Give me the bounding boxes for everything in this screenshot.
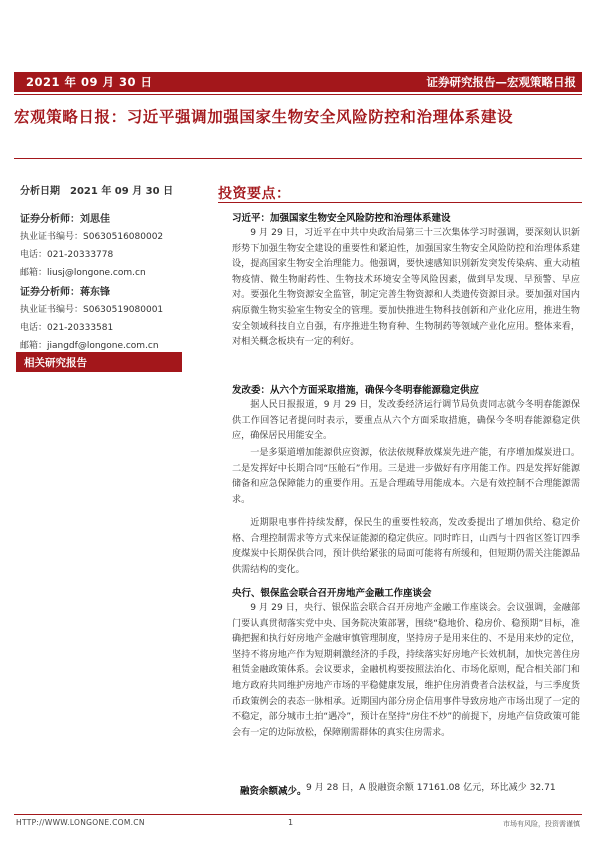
report-series: 证券研究报告—宏观策略日报 — [426, 75, 576, 89]
analyst-1-phone: 电话：021-20333778 — [20, 250, 114, 260]
section-3-title: 央行、银保监会联合召开房地产金融工作座谈会 — [232, 588, 432, 599]
analyst-1-name: 证券分析师：刘思佳 — [20, 214, 110, 225]
section-1-paragraph: 9 月 29 日，习近平在中共中央政治局第三十三次集体学习时强调，要深刻认识新形势下加强生物安全建设的重要性和紧迫性，加强国家生物安全风险防控和治理体系建设，提高国家生物安全治理能力。他强调，要快速感知识别新发突发传染病、重大动植物疫情、微生物耐药性、生物技术环境安全等风险因素，做到早发现、早预警、早应对。要强化生物资源安全监管，制定完善生物资源和人类遗传资源目录。要加强对国内病原微生物实验室生物安全的管理。要加快推进生物科技创新和产业化应用，推进生物安全领域科技自立自强，有序推进生物育种、生物制药等领域产业化应用。整体来看，对相关概念板块有一定的利好。 — [232, 228, 580, 348]
header-divider — [14, 94, 582, 95]
section-2-paragraph-1: 据人民日报报道，9 月 29 日，发改委经济运行调节局负责同志就今冬明春能源保供工作回答记者提问时表示，要重点从六个方面采取措施，确保今冬明春能源稳定供应，确保居民用能安全。 — [232, 400, 580, 442]
related-reports-label: 相关研究报告 — [16, 352, 182, 372]
section-2-title: 发改委：从六个方面采取措施，确保今冬明春能源稳定供应 — [232, 385, 480, 396]
analyst-2-phone: 电话：021-20333581 — [20, 323, 114, 333]
analyst-1-license: 执业证书编号：S0630516080002 — [20, 232, 164, 242]
section-2-paragraph-2: 一是多渠道增加能源供应资源，依法依规释放煤炭先进产能，有序增加煤炭进口。二是发挥好中长期合同“压舱石”作用。三是进一步做好有序用能工作。四是发挥好能源储备和应急保障能力的重要作用。五是合理疏导用能成本。六是有效控制不合理能源需求。 — [232, 448, 580, 505]
key-points-divider — [218, 202, 582, 203]
title-divider — [14, 158, 582, 159]
analyst-1-email[interactable]: 邮箱：liusj@longone.com.cn — [20, 268, 146, 278]
analyst-2-name: 证券分析师：蒋东锋 — [20, 287, 110, 298]
section-2-paragraph-3: 近期限电事件持续发酵，保民生的重要性较高，发改委提出了增加供给、稳定价格、合理控制需求等方式来保证能源的稳定供应。同时昨日，山西与十四省区签订四季度煤炭中长期保供合同，预计供给紧张的局面可能将有所缓和，但短期仍需关注能源品供需结构的变化。 — [232, 518, 580, 575]
page-title: 宏观策略日报：习近平强调加强国家生物安全风险防控和治理体系建设 — [14, 108, 514, 126]
footer-url[interactable]: HTTP://WWW.LONGONE.COM.CN — [16, 818, 145, 827]
risk-note: 市场有风险，投资需谨慎 — [503, 820, 580, 828]
report-date: 2021 年 09 月 30 日 — [26, 75, 153, 89]
key-points-heading: 投资要点： — [218, 186, 291, 202]
section-1-title: 习近平：加强国家生物安全风险防控和治理体系建设 — [232, 213, 451, 224]
section-4-paragraph: 9 月 28 日，A 股融资余额 17161.08 亿元，环比减少 32.71 — [306, 783, 556, 793]
analyst-2-email[interactable]: 邮箱：jiangdf@longone.com.cn — [20, 341, 159, 351]
page-number: 1 — [288, 818, 294, 827]
section-4-title: 融资余额减少。 — [240, 786, 307, 797]
footer-divider — [14, 814, 582, 815]
analysis-date: 分析日期 2021 年 09 月 30 日 — [20, 186, 174, 197]
section-3-paragraph: 9 月 29 日，央行、银保监会联合召开房地产金融工作座谈会。会议强调，金融部门要认真贯彻落实党中央、国务院决策部署，围绕“稳地价、稳房价、稳预期”目标，准确把握和执行好房地产金融审慎管理制度，坚持房子是用来住的、不是用来炒的定位，坚持不将房地产作为短期刺激经济的手段，持续落实好房地产长效机制，加快完善住房租赁金融政策体系。会议要求，金融机构要按照法治化、市场化原则，配合相关部门和地方政府共同维护房地产市场的平稳健康发展，维护住房消费者合法权益，与三季度货币政策例会的表态一脉相承。近期国内部分房企信用事件导致房地产市场出现了一定的不稳定，部分城市土拍“遇冷”，预计在坚持“房住不炒”的前提下，房地产信贷政策可能会有一定的边际放松，保障刚需群体的真实住房需求。 — [232, 603, 580, 738]
analyst-2-license: 执业证书编号：S0630519080001 — [20, 305, 164, 315]
